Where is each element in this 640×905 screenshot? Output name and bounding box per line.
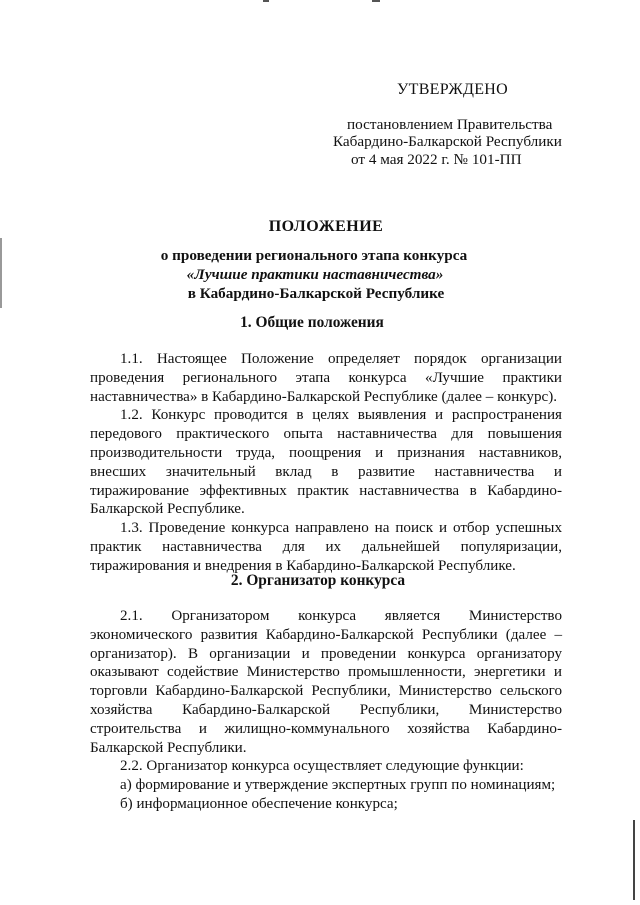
document-subtitle-line-2: «Лучшие практики наставничества» [186,266,444,283]
approval-line-3: от 4 мая 2022 г. № 101-ПП [351,151,522,168]
approval-title: УТВЕРЖДЕНО [397,81,509,98]
document-subtitle-line-1: о проведении регионального этапа конкурса [160,247,468,264]
scan-artifact [372,0,380,2]
paragraph-1-1: 1.1. Настоящее Положение определяет порядок организации проведения регионального этапа конкурса «Лучшие практики наставничества» в Кабардино-Балкарской Республике (далее – конкурс). [90,351,562,405]
paragraph-1-2: 1.2. Конкурс проводится в целях выявления и распространения передового практического опыта наставничества для повышения производительности труда, поощрения и признания наставников, внесших значительный вклад в развитие наставничества и тиражирование эффективных практик наставничества в Кабардино-Балкарской Республике. [90,407,562,518]
section-1-body [90,350,562,576]
list-item-b: б) информационное обеспечение конкурса; [120,795,398,812]
section-2-body [90,607,562,814]
paragraph-2-2: 2.2. Организатор конкурса осуществляет следующие функции: [120,758,524,775]
section-2-heading: 2. Организатор конкурса [230,572,406,589]
scan-artifact [633,820,635,900]
approval-line-2: Кабардино-Балкарской Республики [333,133,562,150]
document-title: ПОЛОЖЕНИЕ [268,218,384,235]
list-item-a: а) формирование и утверждение экспертных групп по номинациям; [120,777,556,794]
document-subtitle-line-3: в Кабардино-Балкарской Республике [187,285,445,302]
approval-line-1: постановлением Правительства [347,116,553,133]
section-1-heading: 1. Общие положения [240,314,384,331]
paragraph-2-1: 2.1. Организатором конкурса является Министерство экономического развития Кабардино-Балкарской Республики (далее – организатор). В организации и проведении конкурса организатору оказывают содействие Министерство промышленности, энергетики и торговли Кабардино-Балкарской Республики, Министерство сельского хозяйства Кабардино-Балкарской Республики, Министерство строительства и жилищно-коммунального хозяйства Кабардино-Балкарской Республики. [90,608,562,756]
paragraph-1-3: 1.3. Проведение конкурса направлено на поиск и отбор успешных практик наставничества для их дальнейшей популяризации, тиражирования и внедрения в Кабардино-Балкарской Республике. [90,520,562,574]
scan-artifact [263,0,269,2]
